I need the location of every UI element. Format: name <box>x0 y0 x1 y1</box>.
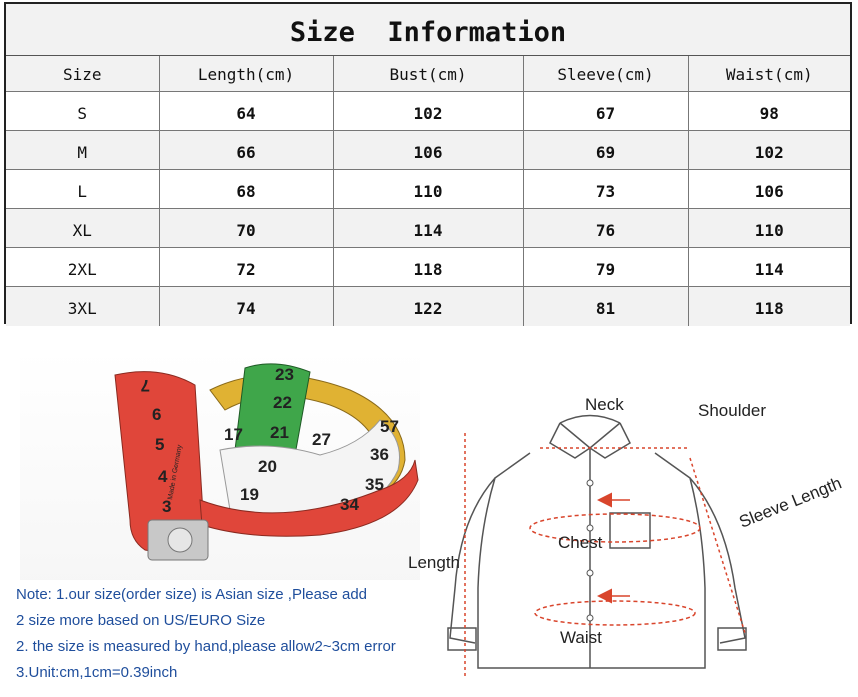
bust-cell: 114 <box>333 209 523 248</box>
tape-number: 7 <box>140 376 150 395</box>
tape-number: 21 <box>270 423 289 442</box>
col-header-length: Length(cm) <box>159 56 333 92</box>
tape-number: 22 <box>273 393 292 412</box>
waist-cell: 102 <box>688 131 850 170</box>
col-header-bust: Bust(cm) <box>333 56 523 92</box>
table-row <box>6 209 850 248</box>
length-cell: 70 <box>159 209 333 248</box>
tape-number: 36 <box>370 445 389 464</box>
neck-label: Neck <box>585 395 624 414</box>
sleeve-cell: 79 <box>523 248 688 287</box>
table-row <box>6 248 850 287</box>
bust-cell: 110 <box>333 170 523 209</box>
tape-rivet-icon <box>168 528 192 552</box>
header-row <box>6 56 850 92</box>
length-cell: 68 <box>159 170 333 209</box>
waist-cell: 106 <box>688 170 850 209</box>
sleeve-cell: 67 <box>523 92 688 131</box>
note-line: 2 size more based on US/EURO Size <box>16 612 266 629</box>
waist-cell: 114 <box>688 248 850 287</box>
length-cell: 66 <box>159 131 333 170</box>
shirt-measurement-diagram <box>400 388 850 688</box>
tape-number: 6 <box>152 405 162 424</box>
size-cell: XL <box>6 209 159 248</box>
length-cell: 64 <box>159 92 333 131</box>
tape-brand-text: Made in Germany <box>167 444 184 501</box>
col-header-sleeve: Sleeve(cm) <box>523 56 688 92</box>
table-row <box>6 92 850 131</box>
sleeve-cell: 76 <box>523 209 688 248</box>
tape-number: 19 <box>240 485 259 504</box>
tape-number: 3 <box>162 497 172 516</box>
tape-number: 4 <box>158 467 168 486</box>
length-label: Length <box>408 553 460 572</box>
size-cell: 3XL <box>6 287 159 326</box>
sleeve-cell: 69 <box>523 131 688 170</box>
sleeve-cell: 81 <box>523 287 688 326</box>
table-row <box>6 287 850 326</box>
shoulder-label: Shoulder <box>698 401 767 420</box>
size-information-table <box>4 2 852 324</box>
table-row <box>6 131 850 170</box>
tape-number: 35 <box>365 475 384 494</box>
bust-cell: 102 <box>333 92 523 131</box>
col-header-waist: Waist(cm) <box>688 56 850 92</box>
note-line: Note: 1.our size(order size) is Asian size ,Please add <box>16 586 367 603</box>
chest-label: Chest <box>558 533 603 552</box>
bust-cell: 122 <box>333 287 523 326</box>
table-title: Size Information <box>6 4 850 56</box>
sleeve-line <box>690 458 745 633</box>
tape-number: 5 <box>155 435 165 454</box>
waist-cell: 98 <box>688 92 850 131</box>
tape-number: 20 <box>258 457 277 476</box>
size-notes <box>16 582 396 686</box>
tape-number: 57 <box>380 417 399 436</box>
size-cell: M <box>6 131 159 170</box>
note-line: 2. the size is measured by hand,please allow2~3cm error <box>16 638 396 655</box>
waist-cell: 118 <box>688 287 850 326</box>
waist-cell: 110 <box>688 209 850 248</box>
chest-ring <box>530 514 700 542</box>
waist-ring <box>535 601 695 625</box>
tape-number: 17 <box>224 425 243 444</box>
size-cell: S <box>6 92 159 131</box>
tape-number: 34 <box>340 495 359 514</box>
note-line: 3.Unit:cm,1cm=0.39inch <box>16 664 178 681</box>
tape-number: 27 <box>312 430 331 449</box>
length-cell: 72 <box>159 248 333 287</box>
bust-cell: 106 <box>333 131 523 170</box>
waist-label: Waist <box>560 628 602 647</box>
bust-cell: 118 <box>333 248 523 287</box>
col-header-size: Size <box>6 56 159 92</box>
table-row <box>6 170 850 209</box>
sleeve-length-label: Sleeve Length <box>736 473 845 532</box>
size-cell: L <box>6 170 159 209</box>
tape-number: 23 <box>275 365 294 384</box>
measuring-tape-image <box>20 350 420 580</box>
length-cell: 74 <box>159 287 333 326</box>
size-grid <box>6 56 850 326</box>
size-cell: 2XL <box>6 248 159 287</box>
sleeve-cell: 73 <box>523 170 688 209</box>
